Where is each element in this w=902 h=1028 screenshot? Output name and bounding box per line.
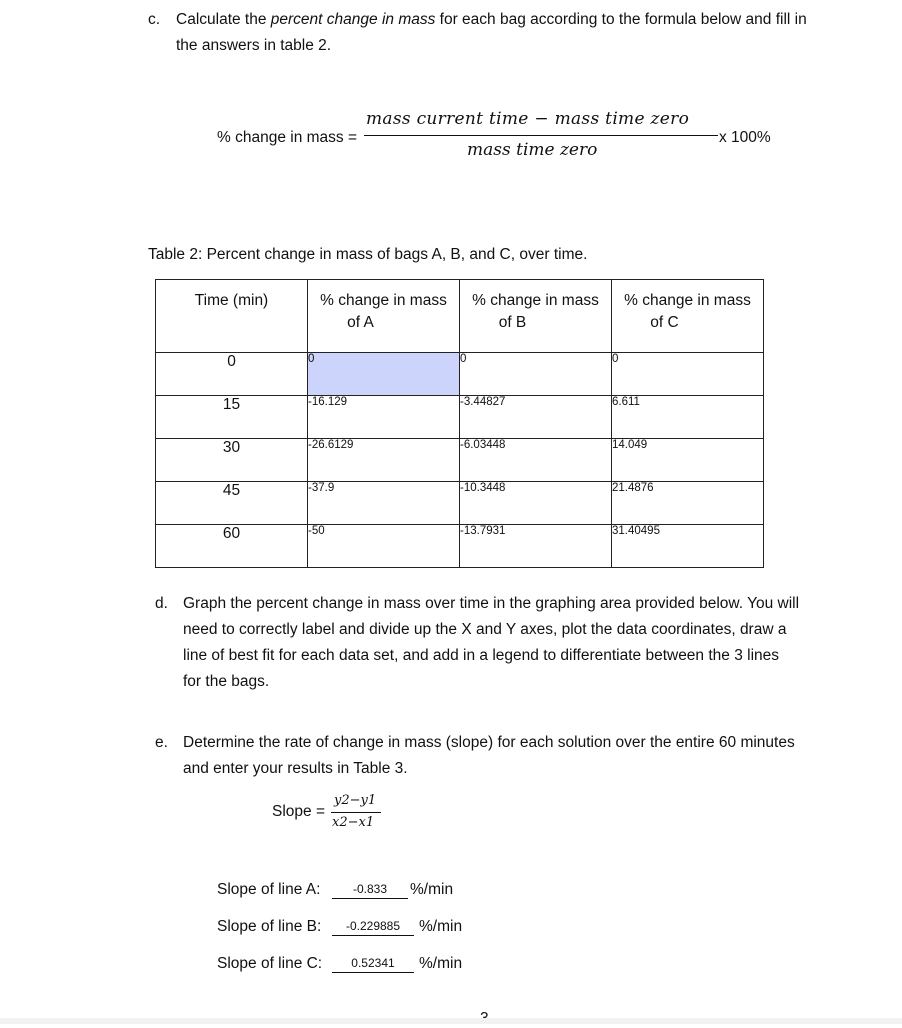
value-cell-a[interactable]: -50 bbox=[308, 525, 460, 568]
header-b bbox=[460, 280, 612, 353]
value-cell-c[interactable]: 21.4876 bbox=[612, 482, 764, 525]
part-e-line: and enter your results in Table 3. bbox=[183, 760, 408, 777]
value-cell-b[interactable]: -6.03448 bbox=[460, 439, 612, 482]
part-e-text bbox=[183, 730, 883, 782]
formula-multiplier: x 100% bbox=[719, 129, 771, 146]
value-cell-b[interactable]: -10.3448 bbox=[460, 482, 612, 525]
header-b-line2: of B bbox=[498, 314, 527, 331]
value-cell-c[interactable]: 0 bbox=[612, 353, 764, 396]
value-cell-a[interactable]: -37.9 bbox=[308, 482, 460, 525]
header-a-line1: % change in mass bbox=[320, 292, 447, 309]
slope-c-unit: %/min bbox=[419, 955, 463, 972]
slope-formula-label: Slope = bbox=[272, 803, 326, 820]
table-row bbox=[156, 396, 764, 439]
time-cell: 60 bbox=[156, 525, 308, 568]
time-cell: 0 bbox=[156, 353, 308, 396]
table2 bbox=[155, 279, 764, 568]
time-cell: 45 bbox=[156, 482, 308, 525]
slope-b-value[interactable]: -0.229885 bbox=[332, 917, 414, 936]
header-c bbox=[612, 280, 764, 353]
slope-fraction-bar bbox=[331, 812, 381, 813]
slope-c-value[interactable]: 0.52341 bbox=[332, 954, 414, 973]
part-c-letter: c. bbox=[148, 11, 161, 28]
part-c-text bbox=[176, 7, 876, 59]
value-cell-a[interactable]: -26.6129 bbox=[308, 439, 460, 482]
formula-label: % change in mass = bbox=[217, 129, 358, 146]
header-c-line1: % change in mass bbox=[624, 292, 751, 309]
slope-b-unit: %/min bbox=[419, 918, 463, 935]
part-d-line: Graph the percent change in mass over time in the graphing area provided below. You will bbox=[183, 595, 800, 612]
header-a-line2: of A bbox=[347, 314, 374, 331]
value-cell-c[interactable]: 14.049 bbox=[612, 439, 764, 482]
table-row bbox=[156, 439, 764, 482]
part-d-line: for the bags. bbox=[183, 673, 270, 690]
formula-denominator: mass time zero bbox=[467, 140, 598, 160]
time-cell: 15 bbox=[156, 396, 308, 439]
header-time bbox=[156, 280, 308, 353]
value-cell-b[interactable]: -3.44827 bbox=[460, 396, 612, 439]
time-cell: 30 bbox=[156, 439, 308, 482]
page-bottom-edge bbox=[0, 1018, 902, 1024]
formula-fraction-bar bbox=[364, 135, 718, 136]
part-d-line: need to correctly label and divide up the X and Y axes, plot the data coordinates, draw a bbox=[183, 621, 787, 638]
header-a bbox=[308, 280, 460, 353]
value-cell-a[interactable]: 0 bbox=[308, 353, 460, 396]
slope-c-label: Slope of line C: bbox=[217, 955, 323, 972]
header-b-line1: % change in mass bbox=[472, 292, 599, 309]
table-row bbox=[156, 482, 764, 525]
value-cell-b[interactable]: -13.7931 bbox=[460, 525, 612, 568]
part-c-text-line2: the answers in table 2. bbox=[176, 37, 332, 54]
table-row bbox=[156, 525, 764, 568]
part-c-text-before: Calculate the bbox=[176, 11, 271, 28]
slope-formula-denominator: x2−x1 bbox=[332, 815, 375, 830]
value-cell-a[interactable]: -16.129 bbox=[308, 396, 460, 439]
value-cell-b[interactable]: 0 bbox=[460, 353, 612, 396]
slope-a-label: Slope of line A: bbox=[217, 881, 321, 898]
table-row bbox=[156, 353, 764, 396]
slope-a-unit: %/min bbox=[410, 881, 454, 898]
part-c-text-italic: percent change in mass bbox=[270, 11, 436, 28]
value-cell-c[interactable]: 6.611 bbox=[612, 396, 764, 439]
header-time-line1: Time (min) bbox=[194, 292, 269, 309]
slope-a-value[interactable]: -0.833 bbox=[332, 880, 408, 899]
header-c-line2: of C bbox=[650, 314, 679, 331]
part-d-text bbox=[183, 591, 883, 695]
part-d-line: line of best fit for each data set, and add in a legend to differentiate between the 3 lines bbox=[183, 647, 780, 664]
part-c-text-after: for each bag according to the formula below and fill in bbox=[435, 11, 807, 28]
part-e-line: Determine the rate of change in mass (slope) for each solution over the entire 60 minutes bbox=[183, 734, 795, 751]
formula-numerator: mass current time − mass time zero bbox=[366, 109, 690, 129]
table2-caption: Table 2: Percent change in mass of bags A, B, and C, over time. bbox=[148, 246, 588, 263]
slope-b-label: Slope of line B: bbox=[217, 918, 322, 935]
slope-formula-numerator: y2−y1 bbox=[334, 793, 377, 808]
value-cell-c[interactable]: 31.40495 bbox=[612, 525, 764, 568]
part-d-letter: d. bbox=[155, 595, 168, 612]
part-e-letter: e. bbox=[155, 734, 168, 751]
table2-header-row bbox=[156, 280, 764, 353]
